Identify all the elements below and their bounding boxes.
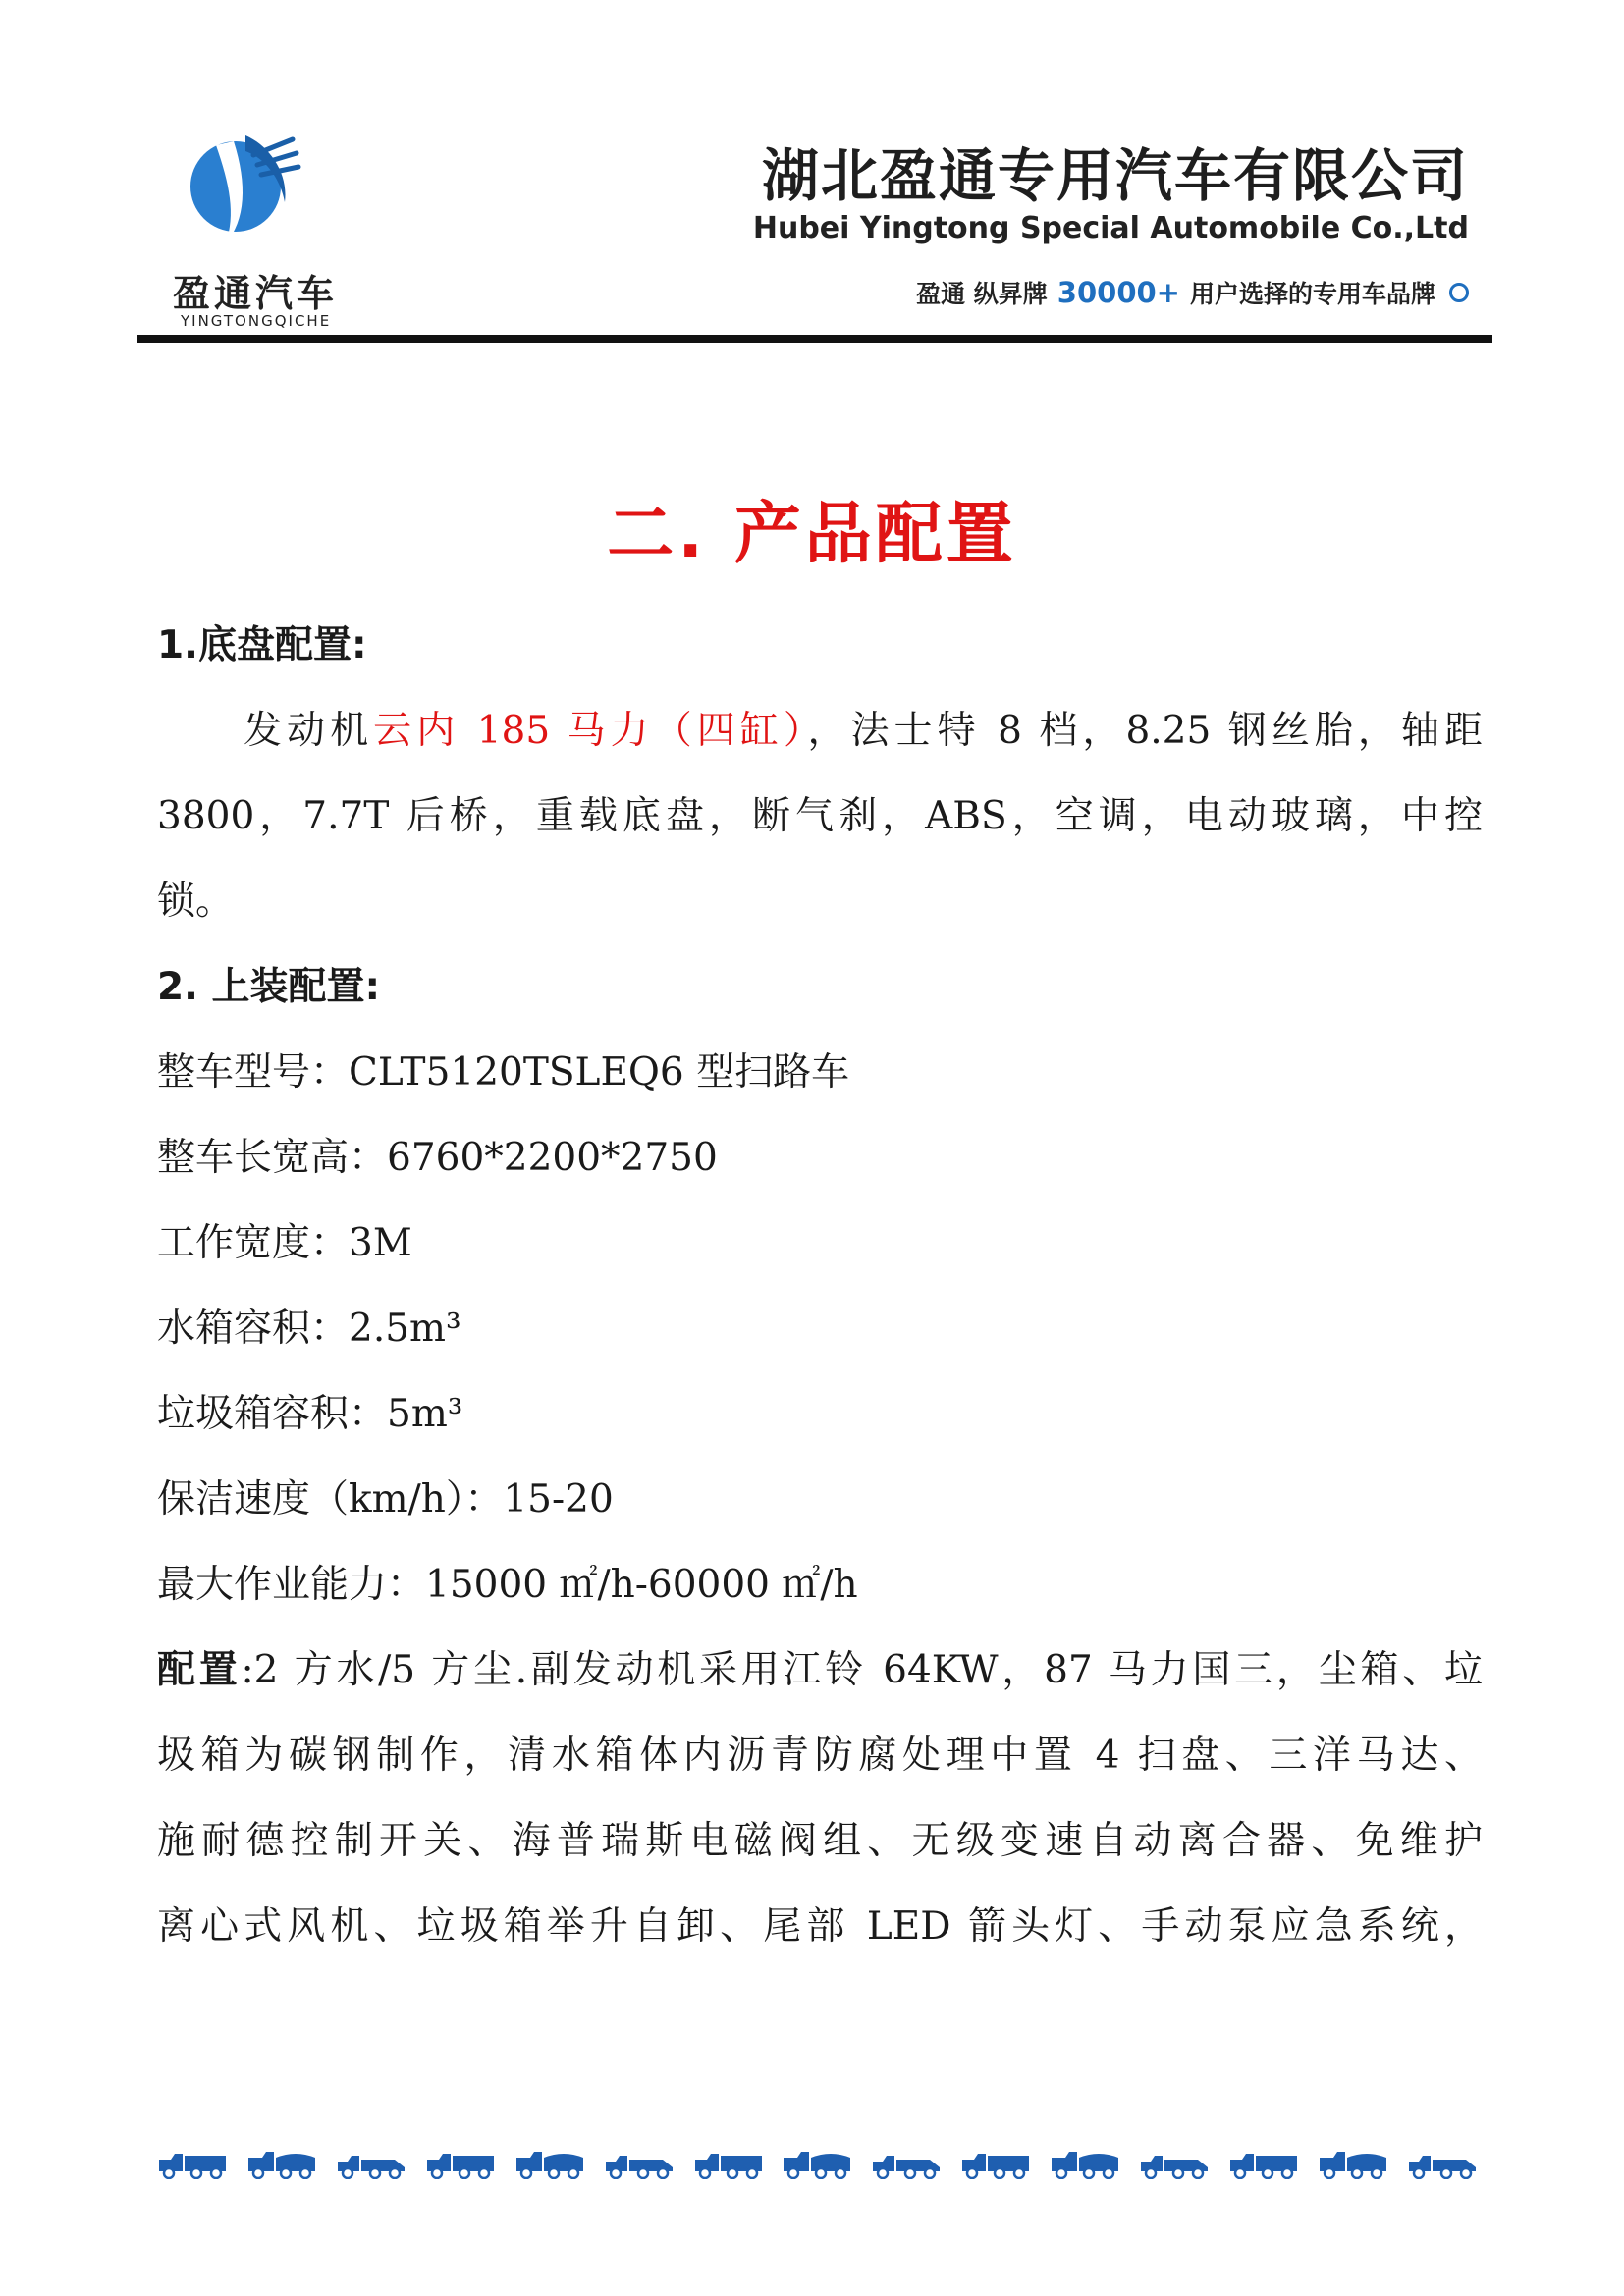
config-line-2: 圾箱为碳钢制作，清水箱体内沥青防腐处理中置 4 扫盘、三洋马达、 [157, 1734, 1483, 1778]
chassis-line-1-rest: ，法士特 8 档，8.25 钢丝胎，轴距 [807, 709, 1484, 753]
company-name-cn: 湖北盈通专用汽车有限公司 [761, 142, 1469, 209]
truck-icon [1139, 2148, 1210, 2179]
chassis-engine-label: 发动机 [244, 709, 374, 753]
section1-heading: 1.底盘配置: [157, 623, 367, 667]
header-divider [137, 335, 1492, 343]
spec-line: 整车型号：CLT5120TSLEQ6 型扫路车 [157, 1050, 850, 1095]
chassis-line-3: 锁。 [157, 880, 235, 924]
chassis-engine-model: 云内 185 马力（四缸） [373, 709, 808, 753]
slogan-text: 用户选择的专用车品牌 [1189, 280, 1435, 308]
footer-truck-icons [157, 2140, 1478, 2179]
spec-line: 最大作业能力：15000 ㎡/h-60000 ㎡/h [157, 1563, 858, 1607]
section2-heading: 2. 上装配置: [157, 965, 381, 1009]
company-logo [157, 126, 353, 337]
truck-icon [336, 2148, 406, 2179]
chassis-line-1 [157, 688, 1483, 774]
truck-icon [693, 2148, 764, 2179]
config-line-1-text: :2 方水/5 方尘.副发动机采用江铃 64KW，87 马力国三，尘箱、垃 [241, 1648, 1483, 1692]
slogan [916, 275, 1469, 310]
page-title: 二. 产品配置 [607, 496, 1017, 573]
truck-icon [871, 2148, 942, 2179]
spec-line: 整车长宽高：6760*2200*2750 [157, 1136, 718, 1180]
letterhead [137, 118, 1483, 342]
spec-line: 保洁速度（km/h）：15-20 [157, 1477, 614, 1522]
logo-text-en: YINGTONGQICHE [181, 312, 332, 330]
truck-icon [514, 2148, 585, 2179]
config-line-3: 施耐德控制开关、海普瑞斯电磁阀组、无级变速自动离合器、免维护 [157, 1819, 1483, 1863]
config-label: 配置 [157, 1648, 242, 1692]
truck-icon [246, 2148, 317, 2179]
slogan-badge-icon [1449, 283, 1469, 302]
document-body [157, 603, 1483, 1969]
truck-icon [157, 2148, 228, 2179]
config-line-1 [157, 1628, 1483, 1713]
truck-icon [1228, 2148, 1299, 2179]
logo-text-cn: 盈通汽车 [173, 272, 339, 315]
truck-icon [425, 2148, 496, 2179]
yingtong-logo-icon [187, 126, 304, 253]
spec-line: 工作宽度：3M [157, 1221, 412, 1265]
slogan-number: 30000+ [1056, 276, 1180, 309]
truck-icon [782, 2148, 852, 2179]
truck-icon [604, 2148, 675, 2179]
truck-icon [960, 2148, 1031, 2179]
truck-icon [1407, 2148, 1478, 2179]
config-line-4: 离心式风机、垃圾箱举升自卸、尾部 LED 箭头灯、手动泵应急系统， [157, 1904, 1483, 1949]
spec-line: 垃圾箱容积：5m³ [157, 1392, 463, 1436]
truck-icon [1318, 2148, 1388, 2179]
spec-line: 水箱容积：2.5m³ [157, 1307, 461, 1351]
truck-icon [1050, 2148, 1120, 2179]
chassis-line-2: 3800，7.7T 后桥，重载底盘，断气刹，ABS，空调，电动玻璃，中控 [157, 794, 1483, 838]
company-name-en: Hubei Yingtong Special Automobile Co.,Ltd [752, 211, 1469, 245]
slogan-brand: 盈通 纵昇牌 [916, 280, 1048, 308]
